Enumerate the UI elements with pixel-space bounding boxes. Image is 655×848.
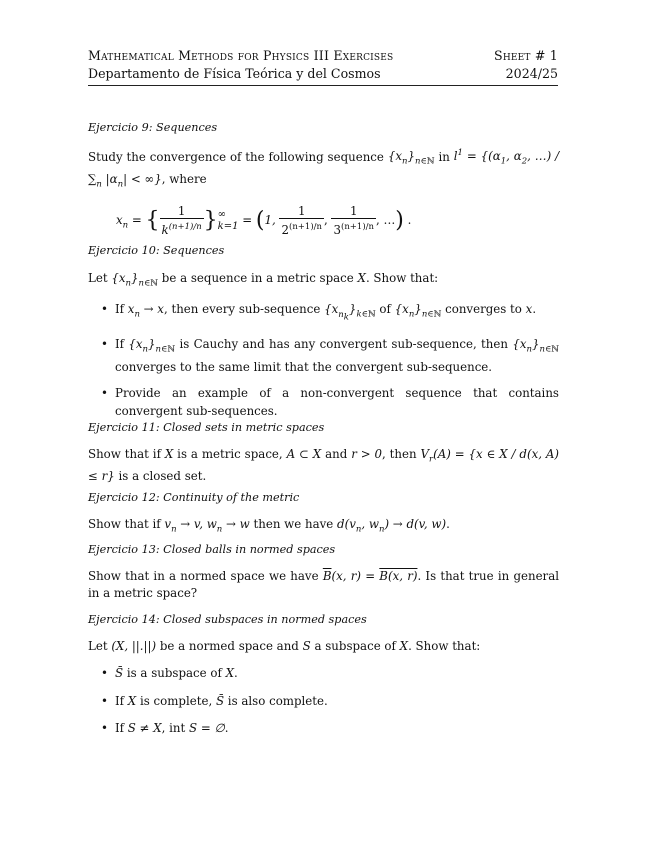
sequence-formula: $x_n$ = { $\frac{1}{k^{(n+1)/n}}$ }∞ k=1 = (1, $\frac{1}{2^{(n+1)/n}}$ , $\frac{1}{3^{(n+1)/n}}$ , …) .	[116, 204, 412, 238]
exercise-11	[88, 419, 559, 486]
exercise-10-title: Ejercicio 10: Sequences	[88, 244, 225, 257]
exercise-12	[88, 489, 559, 538]
exercise-13-title: Ejercicio 13: Closed balls in normed spaces	[88, 543, 336, 556]
exercise-13-statement: Show that in a normed space we have $\overline{B}(x$, r) = B(x, r). Is that true in general in a metric space?	[88, 568, 560, 600]
exercise-13	[88, 541, 559, 603]
sheet-number: Sheet # 1	[494, 48, 558, 63]
exercise-14-title: Ejercicio 14: Closed subspaces in normed spaces	[88, 613, 367, 626]
exercise-11-title: Ejercicio 11: Closed sets in metric spaces	[88, 421, 325, 434]
exercise-14-item-2: • If X is complete, S̄ is also complete.	[88, 693, 559, 711]
exercise-9-title: Ejercicio 9: Sequences	[88, 121, 218, 134]
exercise-12-statement: Show that if $v_n \to v$, $w_n \to w$ then we have $d(v_n$, $w_n) \to d(v$, w).	[88, 516, 450, 534]
exercise-9-statement: Study the convergence of the following sequence $\{x_n\}_{n\in ℕ}$ in $l^1 = \{(\alpha_1$, $\alpha_2$, …) / $\sum_n$ $|\alpha_n|$ < ∞}, where	[88, 148, 560, 190]
academic-year: 2024/25	[505, 66, 558, 81]
exercise-10-intro: Let $\{x_n\}_{n\in ℕ}$ be a sequence in a metric space X. Show that:	[88, 270, 439, 288]
exercise-10-item-2: • If $\{x_n\}_{n\in ℕ}$ is Cauchy and has any convergent sub-sequence, then $\{x_n\}_{n\in ℕ}$ converges to the same limit that the convergent sub-sequence.	[88, 336, 559, 376]
exercise-10-item-1: • If $x_n \to x$, then every sub-sequence $\{x_{n_k}\}_{k\in ℕ}$ of $\{x_n\}_{n\in ℕ}$ converges to x.	[88, 301, 559, 327]
header-rule	[88, 85, 558, 86]
exercise-14-item-1: • S̄ is a subspace of X.	[88, 665, 559, 683]
exercise-14-intro: Let (X, ||.||) be a normed space and S a subspace of X. Show that:	[88, 638, 481, 653]
department-name: Departamento de Física Teórica y del Cosmos	[88, 66, 381, 81]
exercise-10	[88, 242, 559, 420]
exercise-10-item-3: • Provide an example of a non-convergent sequence that contains convergent sub-sequences.	[88, 385, 559, 420]
exercise-9	[88, 119, 559, 248]
exercise-11-statement: Show that if X is a metric space, A ⊂ X and r > 0, then $V_r(A) = \{x$ ∈ X / d(x, A) ≤ r} is a closed set.	[88, 446, 560, 484]
exercise-14-item-3: • If S ≠ X, int S = ∅.	[88, 720, 559, 738]
exercise-14	[88, 611, 559, 738]
exercise-12-title: Ejercicio 12: Continuity of the metric	[88, 491, 300, 504]
course-title: Mathematical Methods for Physics III Exercises	[88, 48, 394, 63]
